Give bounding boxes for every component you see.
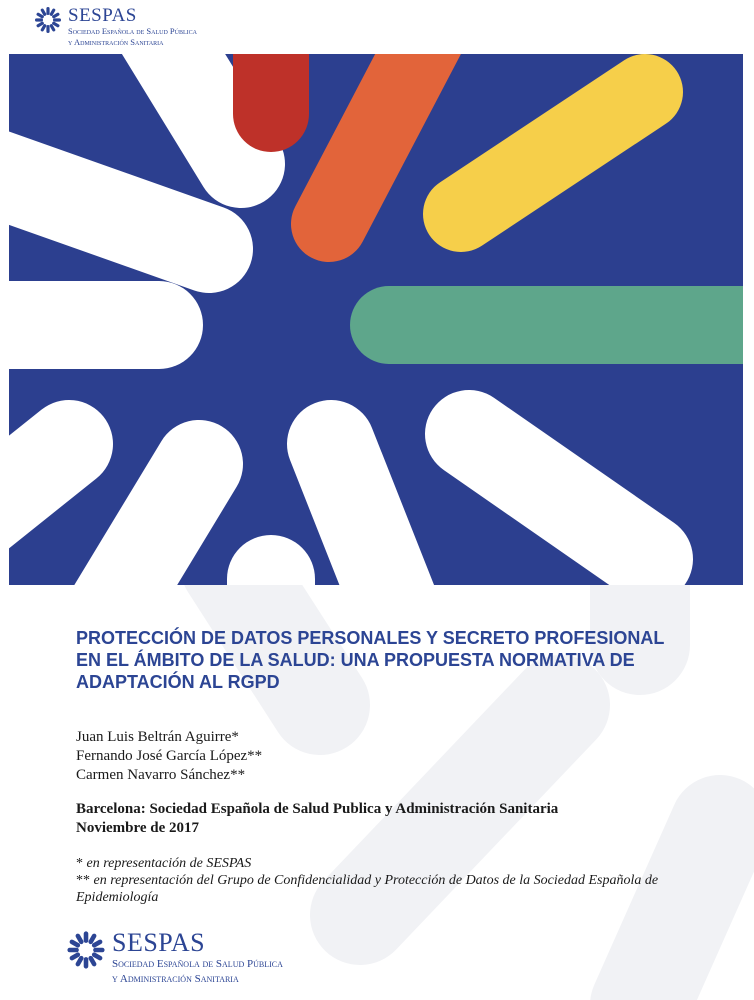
- author-3: Carmen Navarro Sánchez**: [76, 767, 246, 783]
- publication-info: [76, 800, 558, 838]
- note-2-marker: **: [76, 873, 90, 888]
- logo-subtitle-line1: Sociedad Española de Salud Pública: [112, 958, 283, 970]
- note-1: [76, 855, 686, 872]
- author-list: [76, 728, 262, 785]
- publication-date: Noviembre de 2017: [76, 820, 200, 836]
- title-line-3: ADAPTACIÓN AL RGPD: [76, 672, 280, 692]
- note-2: [76, 872, 686, 906]
- sespas-logo-icon: [66, 930, 106, 970]
- note-2-text: en representación del Grupo de Confidencialidad y Protección de Datos de la Sociedad Española de Epidemiología: [76, 873, 659, 905]
- cover-artwork: [9, 54, 743, 585]
- logo-name: SESPAS: [68, 5, 137, 26]
- author-notes: [76, 855, 686, 906]
- author-2: Fernando José García López**: [76, 748, 263, 764]
- author-1: Juan Luis Beltrán Aguirre*: [76, 729, 239, 745]
- header-logo: [34, 6, 197, 47]
- logo-name: SESPAS: [112, 928, 206, 957]
- title-line-1: PROTECCIÓN DE DATOS PERSONALES Y SECRETO PROFESIONAL: [76, 628, 665, 648]
- note-1-text: en representación de SESPAS: [86, 856, 252, 871]
- footer-logo: [66, 930, 283, 985]
- note-1-marker: *: [76, 856, 83, 871]
- logo-subtitle-line2: y Administración Sanitaria: [112, 972, 239, 985]
- logo-subtitle-line2: y Administración Sanitaria: [68, 36, 164, 47]
- document-title: [76, 627, 696, 693]
- logo-subtitle-line1: Sociedad Española de Salud Pública: [68, 26, 197, 36]
- sespas-logo-icon: [34, 6, 62, 34]
- title-line-2: EN EL ÁMBITO DE LA SALUD: UNA PROPUESTA NORMATIVA DE: [76, 650, 635, 670]
- publication-place-publisher: Barcelona: Sociedad Española de Salud Publica y Administración Sanitaria: [76, 801, 559, 817]
